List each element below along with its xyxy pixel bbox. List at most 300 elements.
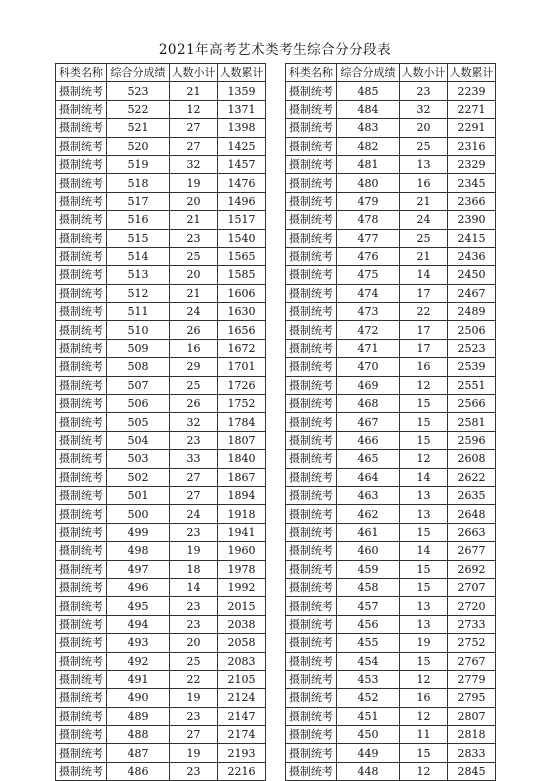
cell-count: 21 — [170, 82, 218, 100]
cell-cumulative: 2635 — [448, 486, 496, 504]
cell-score: 467 — [337, 413, 400, 431]
cell-score: 470 — [337, 358, 400, 376]
header-count: 人数小计 — [400, 64, 448, 82]
table-row — [56, 542, 266, 560]
cell-category: 摄制统考 — [286, 431, 337, 449]
table-row — [286, 321, 496, 339]
cell-count: 24 — [170, 505, 218, 523]
cell-score: 488 — [107, 726, 170, 744]
cell-count: 13 — [400, 155, 448, 173]
cell-score: 518 — [107, 174, 170, 192]
table-row — [286, 634, 496, 652]
cell-category: 摄制统考 — [286, 468, 337, 486]
cell-cumulative: 2239 — [448, 82, 496, 100]
cell-category: 摄制统考 — [286, 505, 337, 523]
table-row — [286, 431, 496, 449]
cell-cumulative: 1867 — [218, 468, 266, 486]
cell-cumulative: 2038 — [218, 615, 266, 633]
cell-cumulative: 1565 — [218, 247, 266, 265]
cell-category: 摄制统考 — [56, 229, 107, 247]
cell-cumulative: 2663 — [448, 523, 496, 541]
cell-count: 15 — [400, 413, 448, 431]
cell-cumulative: 2608 — [448, 450, 496, 468]
table-row — [286, 578, 496, 596]
cell-score: 495 — [107, 597, 170, 615]
table-row — [56, 578, 266, 596]
table-row — [56, 670, 266, 688]
cell-count: 20 — [170, 192, 218, 210]
cell-category: 摄制统考 — [286, 174, 337, 192]
cell-cumulative: 2523 — [448, 339, 496, 357]
cell-category: 摄制统考 — [286, 100, 337, 118]
table-row — [286, 339, 496, 357]
cell-cumulative: 1425 — [218, 137, 266, 155]
cell-cumulative: 2345 — [448, 174, 496, 192]
table-row — [286, 303, 496, 321]
cell-count: 23 — [170, 707, 218, 725]
cell-score: 465 — [337, 450, 400, 468]
cell-score: 505 — [107, 413, 170, 431]
cell-score: 477 — [337, 229, 400, 247]
cell-category: 摄制统考 — [56, 303, 107, 321]
table-row — [56, 505, 266, 523]
cell-score: 506 — [107, 395, 170, 413]
cell-cumulative: 2124 — [218, 689, 266, 707]
cell-category: 摄制统考 — [286, 634, 337, 652]
cell-category: 摄制统考 — [286, 376, 337, 394]
cell-score: 502 — [107, 468, 170, 486]
cell-category: 摄制统考 — [56, 266, 107, 284]
cell-score: 510 — [107, 321, 170, 339]
cell-count: 27 — [170, 119, 218, 137]
cell-category: 摄制统考 — [286, 523, 337, 541]
cell-score: 501 — [107, 486, 170, 504]
cell-score: 468 — [337, 395, 400, 413]
cell-score: 450 — [337, 726, 400, 744]
cell-score: 475 — [337, 266, 400, 284]
cell-score: 448 — [337, 762, 400, 780]
cell-score: 519 — [107, 155, 170, 173]
cell-cumulative: 1606 — [218, 284, 266, 302]
cell-count: 21 — [400, 247, 448, 265]
cell-score: 513 — [107, 266, 170, 284]
cell-count: 16 — [400, 689, 448, 707]
cell-category: 摄制统考 — [286, 82, 337, 100]
table-row — [286, 689, 496, 707]
cell-cumulative: 2316 — [448, 137, 496, 155]
cell-cumulative: 2622 — [448, 468, 496, 486]
cell-score: 452 — [337, 689, 400, 707]
table-row — [286, 229, 496, 247]
cell-count: 21 — [170, 284, 218, 302]
cell-category: 摄制统考 — [56, 468, 107, 486]
cell-cumulative: 2436 — [448, 247, 496, 265]
cell-category: 摄制统考 — [286, 652, 337, 670]
table-row — [286, 100, 496, 118]
cell-cumulative: 1585 — [218, 266, 266, 284]
cell-category: 摄制统考 — [56, 211, 107, 229]
table-row — [56, 431, 266, 449]
cell-score: 453 — [337, 670, 400, 688]
table-row — [56, 174, 266, 192]
table-row — [56, 119, 266, 137]
table-row — [56, 689, 266, 707]
cell-cumulative: 2450 — [448, 266, 496, 284]
table-row — [286, 211, 496, 229]
table-row — [56, 597, 266, 615]
cell-category: 摄制统考 — [286, 597, 337, 615]
table-row — [286, 395, 496, 413]
cell-category: 摄制统考 — [286, 303, 337, 321]
cell-cumulative: 2415 — [448, 229, 496, 247]
table-row — [286, 523, 496, 541]
cell-score: 504 — [107, 431, 170, 449]
cell-cumulative: 2216 — [218, 762, 266, 780]
cell-category: 摄制统考 — [56, 155, 107, 173]
cell-category: 摄制统考 — [56, 431, 107, 449]
cell-cumulative: 1398 — [218, 119, 266, 137]
cell-cumulative: 1840 — [218, 450, 266, 468]
table-row — [286, 468, 496, 486]
cell-count: 11 — [400, 726, 448, 744]
cell-count: 21 — [170, 211, 218, 229]
cell-count: 15 — [400, 431, 448, 449]
cell-score: 461 — [337, 523, 400, 541]
cell-count: 13 — [400, 505, 448, 523]
cell-count: 24 — [400, 211, 448, 229]
table-row — [286, 376, 496, 394]
cell-category: 摄制统考 — [286, 192, 337, 210]
cell-count: 19 — [170, 542, 218, 560]
cell-count: 17 — [400, 339, 448, 357]
table-row — [56, 211, 266, 229]
cell-category: 摄制统考 — [286, 358, 337, 376]
cell-score: 476 — [337, 247, 400, 265]
table-row — [286, 652, 496, 670]
cell-category: 摄制统考 — [56, 358, 107, 376]
cell-cumulative: 2489 — [448, 303, 496, 321]
cell-count: 22 — [170, 670, 218, 688]
cell-score: 490 — [107, 689, 170, 707]
cell-cumulative: 2677 — [448, 542, 496, 560]
cell-count: 15 — [400, 744, 448, 762]
cell-count: 25 — [400, 229, 448, 247]
table-row — [286, 413, 496, 431]
cell-category: 摄制统考 — [56, 578, 107, 596]
cell-category: 摄制统考 — [56, 523, 107, 541]
cell-category: 摄制统考 — [56, 321, 107, 339]
cell-cumulative: 1807 — [218, 431, 266, 449]
cell-cumulative: 2083 — [218, 652, 266, 670]
cell-score: 464 — [337, 468, 400, 486]
cell-score: 486 — [107, 762, 170, 780]
cell-count: 15 — [400, 395, 448, 413]
page-title: 2021年高考艺术类考生综合分分段表 — [158, 42, 392, 58]
cell-score: 479 — [337, 192, 400, 210]
cell-category: 摄制统考 — [286, 689, 337, 707]
cell-cumulative: 1752 — [218, 395, 266, 413]
cell-category: 摄制统考 — [286, 339, 337, 357]
cell-category: 摄制统考 — [286, 542, 337, 560]
header-category: 科类名称 — [56, 64, 107, 82]
cell-count: 15 — [400, 523, 448, 541]
cell-score: 455 — [337, 634, 400, 652]
cell-cumulative: 1630 — [218, 303, 266, 321]
cell-score: 474 — [337, 284, 400, 302]
cell-score: 489 — [107, 707, 170, 725]
cell-score: 514 — [107, 247, 170, 265]
cell-score: 515 — [107, 229, 170, 247]
cell-category: 摄制统考 — [56, 376, 107, 394]
cell-cumulative: 2147 — [218, 707, 266, 725]
header-cumulative: 人数累计 — [448, 64, 496, 82]
table-row — [56, 229, 266, 247]
cell-category: 摄制统考 — [56, 486, 107, 504]
table-row — [56, 523, 266, 541]
cell-cumulative: 2506 — [448, 321, 496, 339]
cell-category: 摄制统考 — [286, 578, 337, 596]
table-row — [56, 358, 266, 376]
cell-cumulative: 1701 — [218, 358, 266, 376]
table-row — [56, 615, 266, 633]
cell-score: 449 — [337, 744, 400, 762]
cell-category: 摄制统考 — [286, 247, 337, 265]
table-row — [56, 155, 266, 173]
cell-count: 12 — [400, 707, 448, 725]
cell-count: 16 — [170, 339, 218, 357]
table-row — [286, 597, 496, 615]
table-row — [56, 137, 266, 155]
table-row — [56, 726, 266, 744]
cell-cumulative: 2015 — [218, 597, 266, 615]
cell-count: 29 — [170, 358, 218, 376]
cell-score: 512 — [107, 284, 170, 302]
cell-category: 摄制统考 — [286, 266, 337, 284]
cell-score: 454 — [337, 652, 400, 670]
cell-score: 521 — [107, 119, 170, 137]
cell-score: 492 — [107, 652, 170, 670]
cell-cumulative: 1496 — [218, 192, 266, 210]
cell-cumulative: 2648 — [448, 505, 496, 523]
cell-category: 摄制统考 — [286, 707, 337, 725]
cell-cumulative: 2467 — [448, 284, 496, 302]
cell-count: 33 — [170, 450, 218, 468]
table-row — [286, 726, 496, 744]
cell-count: 20 — [170, 634, 218, 652]
cell-cumulative: 2752 — [448, 634, 496, 652]
cell-count: 23 — [170, 229, 218, 247]
cell-category: 摄制统考 — [56, 192, 107, 210]
cell-cumulative: 1517 — [218, 211, 266, 229]
cell-score: 473 — [337, 303, 400, 321]
cell-cumulative: 2566 — [448, 395, 496, 413]
cell-category: 摄制统考 — [286, 284, 337, 302]
cell-cumulative: 1992 — [218, 578, 266, 596]
cell-count: 19 — [400, 634, 448, 652]
cell-cumulative: 1978 — [218, 560, 266, 578]
cell-count: 24 — [170, 303, 218, 321]
table-row — [286, 505, 496, 523]
cell-cumulative: 2271 — [448, 100, 496, 118]
cell-score: 522 — [107, 100, 170, 118]
table-row — [286, 560, 496, 578]
cell-cumulative: 2581 — [448, 413, 496, 431]
cell-count: 32 — [170, 413, 218, 431]
cell-score: 511 — [107, 303, 170, 321]
table-row — [286, 450, 496, 468]
cell-score: 480 — [337, 174, 400, 192]
cell-cumulative: 2795 — [448, 689, 496, 707]
cell-cumulative: 2733 — [448, 615, 496, 633]
cell-count: 15 — [400, 578, 448, 596]
cell-score: 458 — [337, 578, 400, 596]
cell-count: 20 — [170, 266, 218, 284]
cell-score: 463 — [337, 486, 400, 504]
cell-category: 摄制统考 — [56, 137, 107, 155]
table-row — [56, 652, 266, 670]
cell-cumulative: 2105 — [218, 670, 266, 688]
cell-cumulative: 1371 — [218, 100, 266, 118]
cell-score: 460 — [337, 542, 400, 560]
cell-score: 496 — [107, 578, 170, 596]
cell-count: 15 — [400, 652, 448, 670]
header-score: 综合分成绩 — [107, 64, 170, 82]
cell-category: 摄制统考 — [286, 321, 337, 339]
cell-cumulative: 2551 — [448, 376, 496, 394]
cell-count: 14 — [400, 468, 448, 486]
cell-count: 16 — [400, 358, 448, 376]
cell-category: 摄制统考 — [56, 634, 107, 652]
table-row — [56, 744, 266, 762]
cell-cumulative: 2779 — [448, 670, 496, 688]
table-row — [286, 155, 496, 173]
cell-score: 516 — [107, 211, 170, 229]
cell-count: 22 — [400, 303, 448, 321]
cell-cumulative: 2707 — [448, 578, 496, 596]
cell-score: 471 — [337, 339, 400, 357]
cell-cumulative: 2174 — [218, 726, 266, 744]
cell-category: 摄制统考 — [286, 744, 337, 762]
header-cumulative: 人数累计 — [218, 64, 266, 82]
cell-score: 485 — [337, 82, 400, 100]
cell-cumulative: 1457 — [218, 155, 266, 173]
table-row — [56, 707, 266, 725]
table-row — [56, 192, 266, 210]
cell-score: 456 — [337, 615, 400, 633]
table-row — [56, 395, 266, 413]
cell-count: 12 — [170, 100, 218, 118]
cell-score: 497 — [107, 560, 170, 578]
cell-cumulative: 1540 — [218, 229, 266, 247]
table-row — [286, 670, 496, 688]
score-table-right — [285, 63, 496, 781]
cell-count: 12 — [400, 450, 448, 468]
cell-count: 32 — [400, 100, 448, 118]
cell-category: 摄制统考 — [56, 560, 107, 578]
cell-count: 16 — [400, 174, 448, 192]
cell-count: 14 — [170, 578, 218, 596]
cell-cumulative: 2807 — [448, 707, 496, 725]
cell-cumulative: 2833 — [448, 744, 496, 762]
cell-count: 25 — [170, 376, 218, 394]
table-row — [286, 744, 496, 762]
cell-score: 494 — [107, 615, 170, 633]
cell-cumulative: 1784 — [218, 413, 266, 431]
cell-category: 摄制统考 — [56, 689, 107, 707]
cell-count: 26 — [170, 321, 218, 339]
cell-count: 23 — [170, 523, 218, 541]
cell-cumulative: 2390 — [448, 211, 496, 229]
cell-count: 23 — [170, 431, 218, 449]
cell-category: 摄制统考 — [56, 726, 107, 744]
cell-category: 摄制统考 — [286, 762, 337, 780]
cell-category: 摄制统考 — [286, 395, 337, 413]
table-row — [56, 376, 266, 394]
header-count: 人数小计 — [170, 64, 218, 82]
table-header-row — [56, 64, 266, 82]
cell-score: 478 — [337, 211, 400, 229]
cell-count: 27 — [170, 726, 218, 744]
cell-score: 523 — [107, 82, 170, 100]
cell-score: 508 — [107, 358, 170, 376]
cell-count: 15 — [400, 560, 448, 578]
cell-score: 472 — [337, 321, 400, 339]
table-row — [56, 339, 266, 357]
cell-count: 25 — [170, 247, 218, 265]
table-row — [286, 486, 496, 504]
table-row — [286, 284, 496, 302]
cell-count: 23 — [170, 597, 218, 615]
cell-cumulative: 1918 — [218, 505, 266, 523]
table-row — [286, 615, 496, 633]
cell-count: 17 — [400, 284, 448, 302]
cell-score: 493 — [107, 634, 170, 652]
cell-score: 499 — [107, 523, 170, 541]
cell-count: 14 — [400, 266, 448, 284]
cell-count: 23 — [400, 82, 448, 100]
table-row — [56, 486, 266, 504]
cell-count: 27 — [170, 468, 218, 486]
cell-count: 13 — [400, 486, 448, 504]
table-row — [56, 247, 266, 265]
cell-cumulative: 2193 — [218, 744, 266, 762]
cell-cumulative: 2845 — [448, 762, 496, 780]
cell-score: 462 — [337, 505, 400, 523]
cell-cumulative: 2058 — [218, 634, 266, 652]
cell-category: 摄制统考 — [56, 707, 107, 725]
cell-score: 520 — [107, 137, 170, 155]
cell-category: 摄制统考 — [56, 670, 107, 688]
cell-count: 23 — [170, 615, 218, 633]
cell-score: 481 — [337, 155, 400, 173]
cell-score: 484 — [337, 100, 400, 118]
table-row — [56, 413, 266, 431]
cell-category: 摄制统考 — [286, 726, 337, 744]
cell-score: 469 — [337, 376, 400, 394]
cell-category: 摄制统考 — [286, 229, 337, 247]
cell-category: 摄制统考 — [56, 597, 107, 615]
cell-category: 摄制统考 — [286, 615, 337, 633]
cell-count: 21 — [400, 192, 448, 210]
cell-category: 摄制统考 — [56, 542, 107, 560]
cell-cumulative: 2539 — [448, 358, 496, 376]
table-row — [56, 82, 266, 100]
cell-category: 摄制统考 — [56, 82, 107, 100]
cell-count: 19 — [170, 174, 218, 192]
cell-score: 483 — [337, 119, 400, 137]
cell-count: 14 — [400, 542, 448, 560]
table-row — [56, 100, 266, 118]
